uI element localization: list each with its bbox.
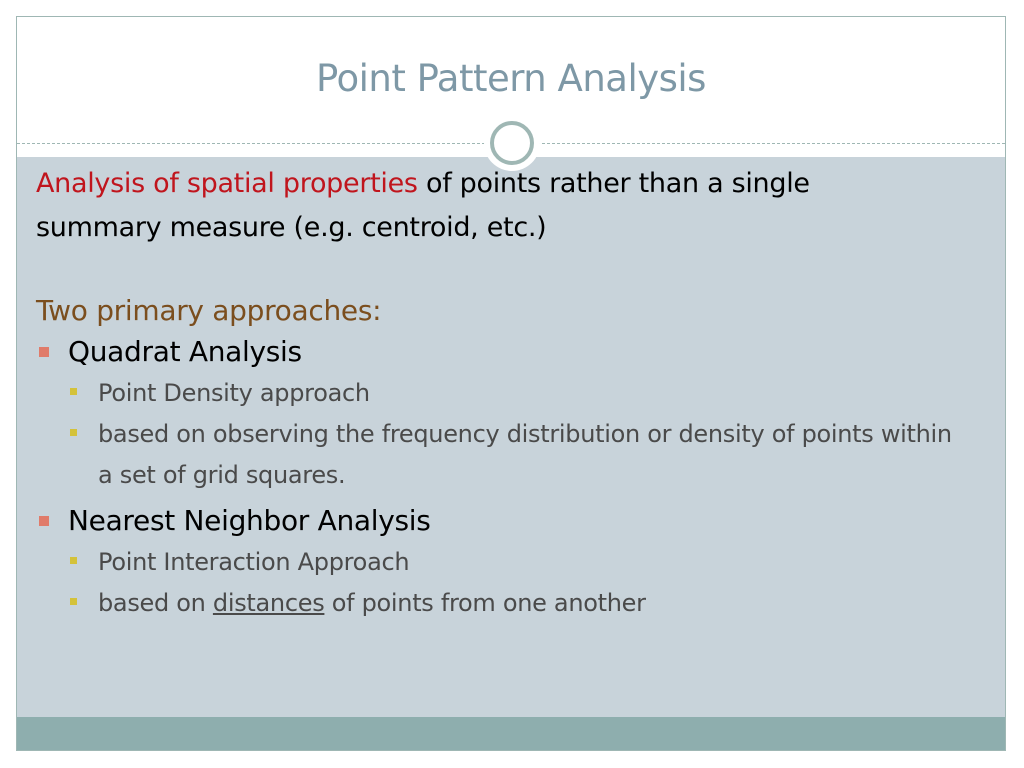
approach-point bbox=[36, 583, 958, 624]
approach-point-text: Point Density approach bbox=[98, 379, 370, 407]
approach-item bbox=[36, 500, 936, 542]
small-square-bullet-icon bbox=[70, 388, 77, 395]
approach-point-text: based on observing the frequency distribution or density of points within a set of grid squares. bbox=[98, 420, 952, 489]
approaches-heading: Two primary approaches: bbox=[36, 294, 382, 327]
square-bullet-icon bbox=[39, 347, 49, 357]
approach-point bbox=[36, 542, 958, 583]
approach-label: Quadrat Analysis bbox=[68, 335, 302, 368]
approach-point-text-post: of points from one another bbox=[324, 589, 646, 617]
square-bullet-icon bbox=[39, 516, 49, 526]
intro-highlight: Analysis of spatial properties bbox=[36, 168, 418, 199]
slide-title: Point Pattern Analysis bbox=[316, 57, 706, 100]
footer-band bbox=[17, 717, 1005, 751]
small-square-bullet-icon bbox=[70, 557, 77, 564]
approach-point-text: Point Interaction Approach bbox=[98, 548, 410, 576]
slide-body bbox=[36, 162, 952, 624]
approach-item bbox=[36, 331, 936, 373]
approach-point bbox=[36, 414, 958, 496]
underlined-term: distances bbox=[212, 589, 325, 617]
intro-text: of points rather than a single summary measure (e.g. centroid, etc.) bbox=[36, 168, 810, 243]
small-square-bullet-icon bbox=[70, 598, 77, 605]
approach-label: Nearest Neighbor Analysis bbox=[68, 504, 431, 537]
intro-paragraph bbox=[36, 162, 936, 250]
small-square-bullet-icon bbox=[70, 429, 77, 436]
approach-point bbox=[36, 373, 958, 414]
approach-point-text-pre: based on bbox=[98, 589, 213, 617]
